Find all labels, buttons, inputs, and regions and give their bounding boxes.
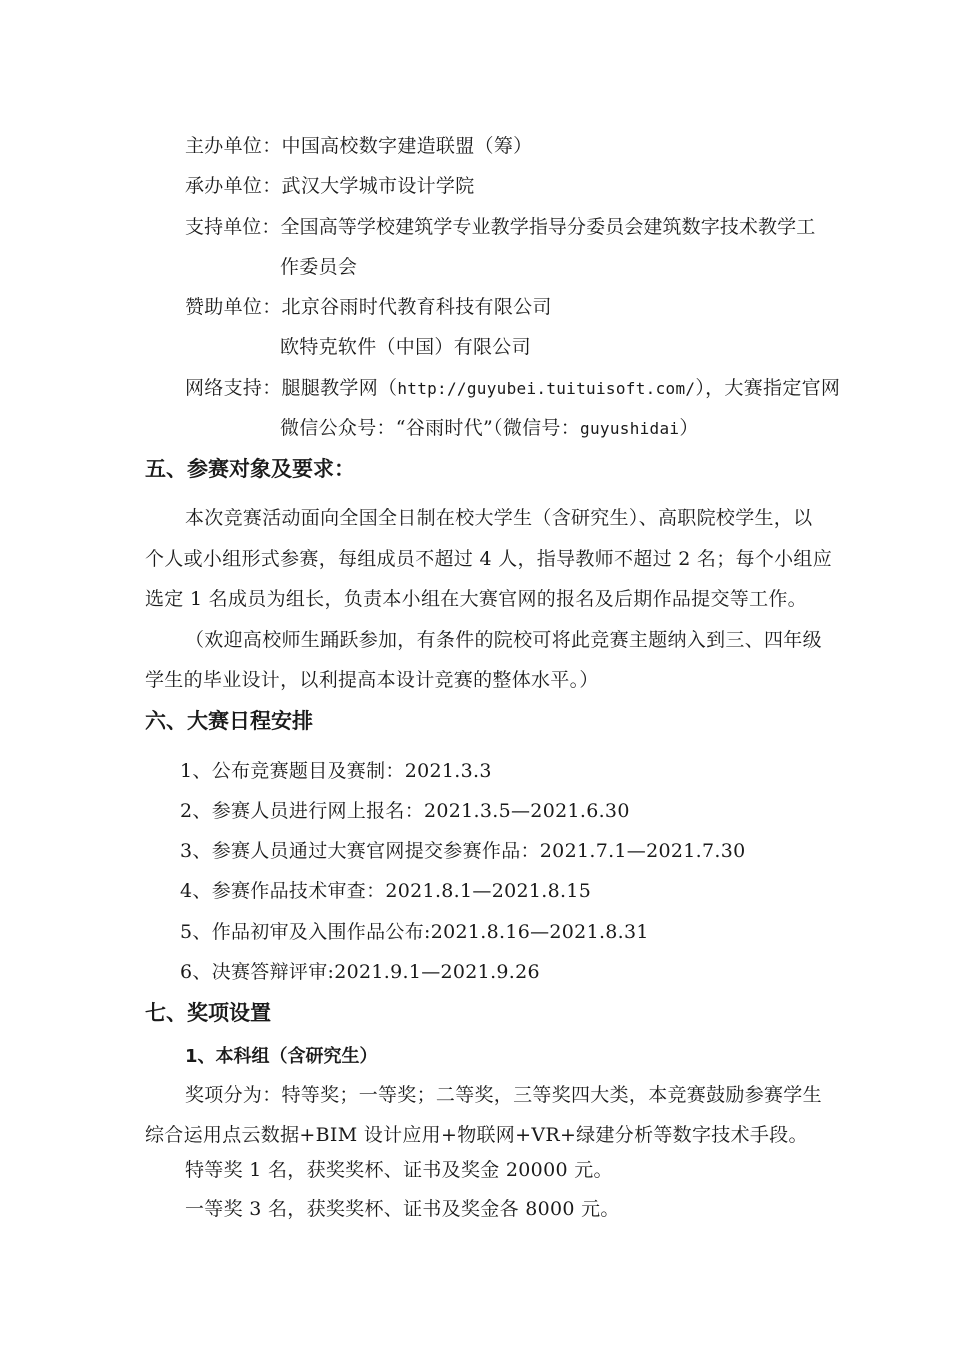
section7-subtitle: 1、本科组（含研究生） bbox=[185, 1046, 378, 1067]
wechat-prefix: 微信公众号：“谷雨时代”（微信号： bbox=[280, 417, 581, 439]
support-row bbox=[185, 212, 815, 239]
support-value-line2: 作委员会 bbox=[280, 256, 358, 278]
section5-para-line: 个人或小组形式参赛，每组成员不超过 4 人，指导教师不超过 2 名；每个小组应 bbox=[145, 548, 833, 570]
organizer-value: 武汉大学城市设计学院 bbox=[281, 175, 475, 197]
schedule-item bbox=[180, 836, 746, 863]
schedule-item-date: 2021.8.1—2021.8.15 bbox=[385, 880, 592, 902]
section5-para-line: 本次竞赛活动面向全国全日制在校大学生（含研究生）、高职院校学生，以 bbox=[185, 507, 813, 529]
schedule-item-text: 5、作品初审及入围作品公布: bbox=[180, 921, 431, 943]
section6-title: 六、大赛日程安排 bbox=[145, 709, 313, 733]
organizer-row bbox=[185, 171, 475, 198]
schedule-item bbox=[180, 917, 649, 944]
section7-para-line: 综合运用点云数据+BIM 设计应用+物联网+VR+绿建分析等数字技术手段。 bbox=[145, 1124, 808, 1146]
wechat-id: guyushidai bbox=[580, 419, 680, 438]
schedule-item-date: 2021.3.5—2021.6.30 bbox=[424, 800, 630, 822]
schedule-item bbox=[180, 876, 591, 903]
schedule-item-text: 3、参赛人员通过大赛官网提交参赛作品： bbox=[180, 840, 540, 862]
schedule-item-date: 2021.8.16—2021.8.31 bbox=[430, 921, 649, 943]
host-value: 中国高校数字建造联盟（筹） bbox=[281, 135, 533, 157]
section7-title: 七、奖项设置 bbox=[145, 1001, 271, 1025]
schedule-item-text: 1、公布竞赛题目及赛制： bbox=[180, 760, 405, 782]
schedule-item-date: 2021.9.1—2021.9.26 bbox=[334, 961, 540, 983]
schedule-item-text: 2、参赛人员进行网上报名： bbox=[180, 800, 424, 822]
sponsor-row bbox=[185, 292, 552, 319]
host-label: 主办单位： bbox=[185, 135, 282, 157]
network-url-link[interactable]: http://guyubei.tuituisoft.com/ bbox=[397, 379, 696, 398]
network-prefix: 腿腿教学网（ bbox=[281, 377, 398, 399]
schedule-item-date: 2021.3.3 bbox=[404, 760, 492, 782]
wechat-suffix: ） bbox=[679, 417, 699, 439]
schedule-item bbox=[180, 957, 540, 984]
section5-note-line: （欢迎高校师生踊跃参加，有条件的院校可将此竞赛主题纳入到三、四年级 bbox=[185, 629, 822, 651]
sponsor-value-line2: 欧特克软件（中国）有限公司 bbox=[280, 336, 531, 358]
organizer-label: 承办单位： bbox=[185, 175, 282, 197]
schedule-item bbox=[180, 756, 492, 783]
prize-line: 一等奖 3 名，获奖奖杯、证书及奖金各 8000 元。 bbox=[185, 1198, 620, 1220]
schedule-item-text: 4、参赛作品技术审查： bbox=[180, 880, 386, 902]
host-row bbox=[185, 131, 532, 158]
prize-line: 特等奖 1 名，获奖奖杯、证书及奖金 20000 元。 bbox=[185, 1159, 613, 1181]
wechat-row bbox=[280, 413, 699, 440]
section7-para-line: 奖项分为：特等奖；一等奖；二等奖，三等奖四大类，本竞赛鼓励参赛学生 bbox=[185, 1084, 822, 1106]
section5-para-line: 选定 1 名成员为组长，负责本小组在大赛官网的报名及后期作品提交等工作。 bbox=[145, 588, 807, 610]
network-row bbox=[185, 373, 840, 400]
network-suffix: ），大赛指定官网 bbox=[695, 377, 841, 399]
support-label: 支持单位： bbox=[185, 216, 281, 238]
sponsor-label: 赞助单位： bbox=[185, 296, 282, 318]
section5-title: 五、参赛对象及要求： bbox=[145, 457, 355, 481]
section5-note-line: 学生的毕业设计，以利提高本设计竞赛的整体水平。） bbox=[145, 669, 599, 691]
network-label: 网络支持： bbox=[185, 377, 282, 399]
schedule-item-date: 2021.7.1—2021.7.30 bbox=[539, 840, 746, 862]
sponsor-value-line1: 北京谷雨时代教育科技有限公司 bbox=[281, 296, 552, 318]
schedule-item bbox=[180, 796, 630, 823]
schedule-item-text: 6、决赛答辩评审: bbox=[180, 961, 335, 983]
support-value-line1: 全国高等学校建筑学专业教学指导分委员会建筑数字技术教学工 bbox=[280, 216, 816, 238]
